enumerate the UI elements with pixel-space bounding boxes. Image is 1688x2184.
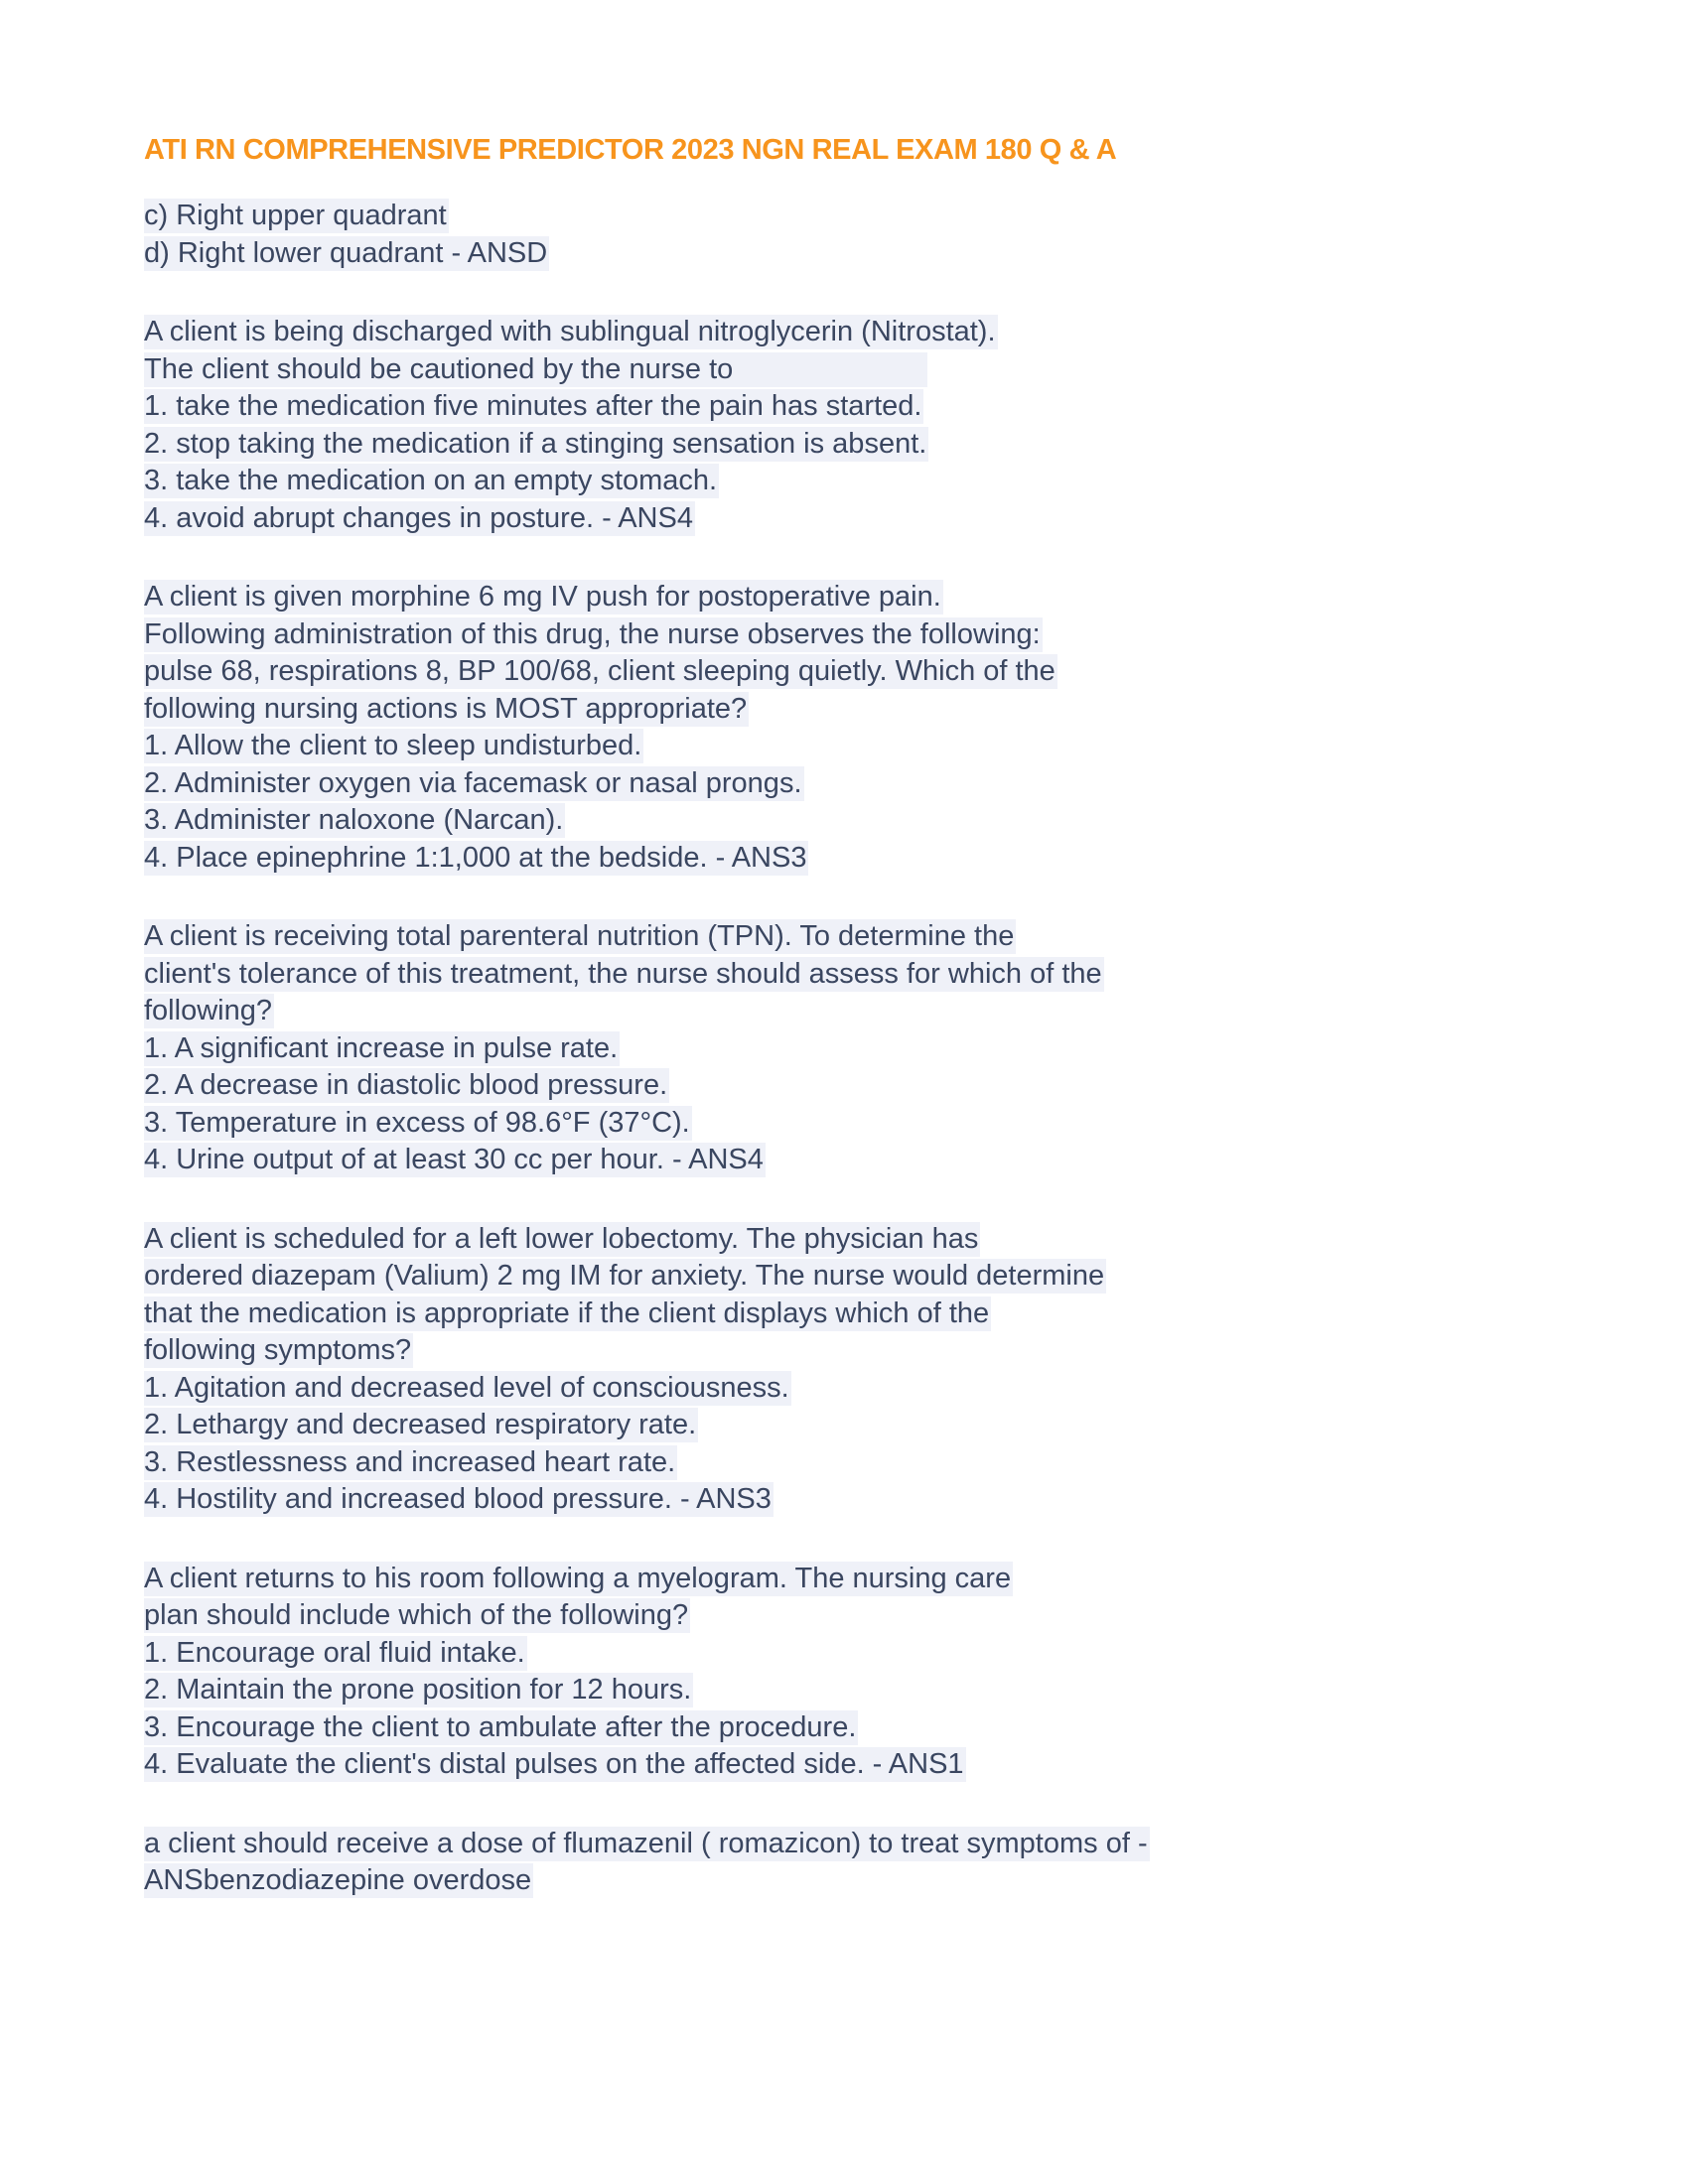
text-line	[144, 1221, 1549, 1259]
text-line	[144, 463, 1549, 500]
text-line	[144, 1597, 1549, 1635]
text-line	[144, 616, 1549, 654]
highlighted-text: 3. Restlessness and increased heart rate.	[144, 1445, 676, 1478]
text-line	[144, 1635, 1549, 1673]
text-line	[144, 1444, 1549, 1482]
highlighted-text: following symptoms?	[144, 1334, 412, 1366]
highlighted-text: 2. A decrease in diastolic blood pressure.	[144, 1069, 668, 1101]
highlighted-text: 2. Administer oxygen via facemask or nasal prongs.	[144, 766, 802, 799]
highlighted-text: 2. stop taking the medication if a stinging sensation is absent.	[144, 427, 927, 460]
text-line	[144, 351, 1549, 389]
highlighted-text: following?	[144, 995, 272, 1026]
highlighted-text: ordered diazepam (Valium) 2 mg IM for anxiety. The nurse would determine	[144, 1260, 1105, 1292]
question-block	[144, 579, 1549, 877]
highlighted-text: a client should receive a dose of flumazenil ( romazicon) to treat symptoms of -	[144, 1827, 1148, 1859]
highlighted-text: 1. A significant increase in pulse rate.	[144, 1031, 619, 1064]
highlighted-text: Following administration of this drug, the nurse observes the following:	[144, 617, 1041, 650]
highlighted-text: The client should be cautioned by the nurse to	[144, 352, 925, 385]
text-line	[144, 426, 1549, 464]
highlighted-text: 2. Maintain the prone position for 12 hours.	[144, 1674, 692, 1706]
text-line	[144, 1370, 1549, 1408]
highlighted-text: plan should include which of the following?	[144, 1599, 689, 1631]
highlighted-text: that the medication is appropriate if the client displays which of the	[144, 1297, 990, 1329]
text-line	[144, 653, 1549, 691]
highlighted-text: 4. Hostility and increased blood pressure. - ANS3	[144, 1483, 772, 1515]
text-line	[144, 1105, 1549, 1143]
text-line	[144, 1709, 1549, 1747]
text-line	[144, 1561, 1549, 1598]
highlighted-text: 3. Temperature in excess of 98.6°F (37°C).	[144, 1106, 690, 1139]
text-line	[144, 1067, 1549, 1105]
text-line	[144, 802, 1549, 840]
highlighted-text: 1. Agitation and decreased level of consciousness.	[144, 1371, 789, 1404]
text-line	[144, 840, 1549, 878]
text-line	[144, 388, 1549, 426]
text-line	[144, 579, 1549, 616]
highlighted-text: c) Right upper quadrant	[144, 200, 447, 231]
highlighted-text: 2. Lethargy and decreased respiratory rate.	[144, 1409, 697, 1440]
document-body	[144, 198, 1549, 1900]
highlighted-text: client's tolerance of this treatment, the nurse should assess for which of the	[144, 957, 1102, 990]
question-block	[144, 314, 1549, 537]
highlighted-text: 3. Encourage the client to ambulate after the procedure.	[144, 1710, 857, 1743]
highlighted-text: 4. Evaluate the client's distal pulses on the affected side. - ANS1	[144, 1748, 964, 1780]
highlighted-text: ANSbenzodiazepine overdose	[144, 1864, 532, 1896]
highlighted-text: 4. Place epinephrine 1:1,000 at the bedside. - ANS3	[144, 841, 807, 874]
highlighted-text: A client is given morphine 6 mg IV push for postoperative pain.	[144, 581, 941, 613]
text-line	[144, 765, 1549, 803]
highlighted-text: 1. Allow the client to sleep undisturbed.	[144, 730, 642, 761]
text-line	[144, 1672, 1549, 1709]
highlighted-text: 3. Administer naloxone (Narcan).	[144, 804, 564, 836]
highlighted-text: following nursing actions is MOST appropriate?	[144, 692, 748, 725]
text-line	[144, 1258, 1549, 1296]
highlighted-text: pulse 68, respirations 8, BP 100/68, client sleeping quietly. Which of the	[144, 655, 1055, 687]
highlighted-text: A client is scheduled for a left lower lobectomy. The physician has	[144, 1222, 979, 1255]
question-block	[144, 1221, 1549, 1519]
text-line	[144, 1407, 1549, 1444]
text-line	[144, 993, 1549, 1030]
text-line	[144, 691, 1549, 729]
text-line	[144, 918, 1549, 956]
highlighted-text: 3. take the medication on an empty stomach.	[144, 465, 718, 496]
text-line	[144, 1142, 1549, 1179]
text-line	[144, 1296, 1549, 1333]
text-line	[144, 956, 1549, 994]
text-line	[144, 500, 1549, 538]
question-block	[144, 1561, 1549, 1784]
highlighted-text: d) Right lower quadrant - ANSD	[144, 236, 548, 269]
text-line	[144, 314, 1549, 351]
question-block	[144, 918, 1549, 1179]
highlighted-text: A client returns to his room following a myelogram. The nursing care	[144, 1562, 1012, 1594]
highlighted-text: 4. Urine output of at least 30 cc per hour. - ANS4	[144, 1144, 764, 1175]
highlighted-text: 1. Encourage oral fluid intake.	[144, 1636, 525, 1669]
text-line	[144, 1332, 1549, 1370]
text-line	[144, 1030, 1549, 1068]
text-line	[144, 1826, 1549, 1863]
highlighted-text: 1. take the medication five minutes after the pain has started.	[144, 390, 922, 422]
text-line	[144, 1862, 1549, 1900]
text-line	[144, 198, 1549, 235]
question-block	[144, 1826, 1549, 1900]
question-block	[144, 198, 1549, 272]
highlighted-text: A client is receiving total parenteral nutrition (TPN). To determine the	[144, 920, 1015, 952]
text-line	[144, 1746, 1549, 1784]
text-line	[144, 728, 1549, 765]
highlighted-text: A client is being discharged with sublingual nitroglycerin (Nitrostat).	[144, 316, 996, 347]
text-line	[144, 1481, 1549, 1519]
document-title: ATI RN COMPREHENSIVE PREDICTOR 2023 NGN REAL EXAM 180 Q & A	[144, 134, 1117, 166]
text-line	[144, 235, 1549, 273]
highlighted-text: 4. avoid abrupt changes in posture. - ANS4	[144, 501, 693, 534]
